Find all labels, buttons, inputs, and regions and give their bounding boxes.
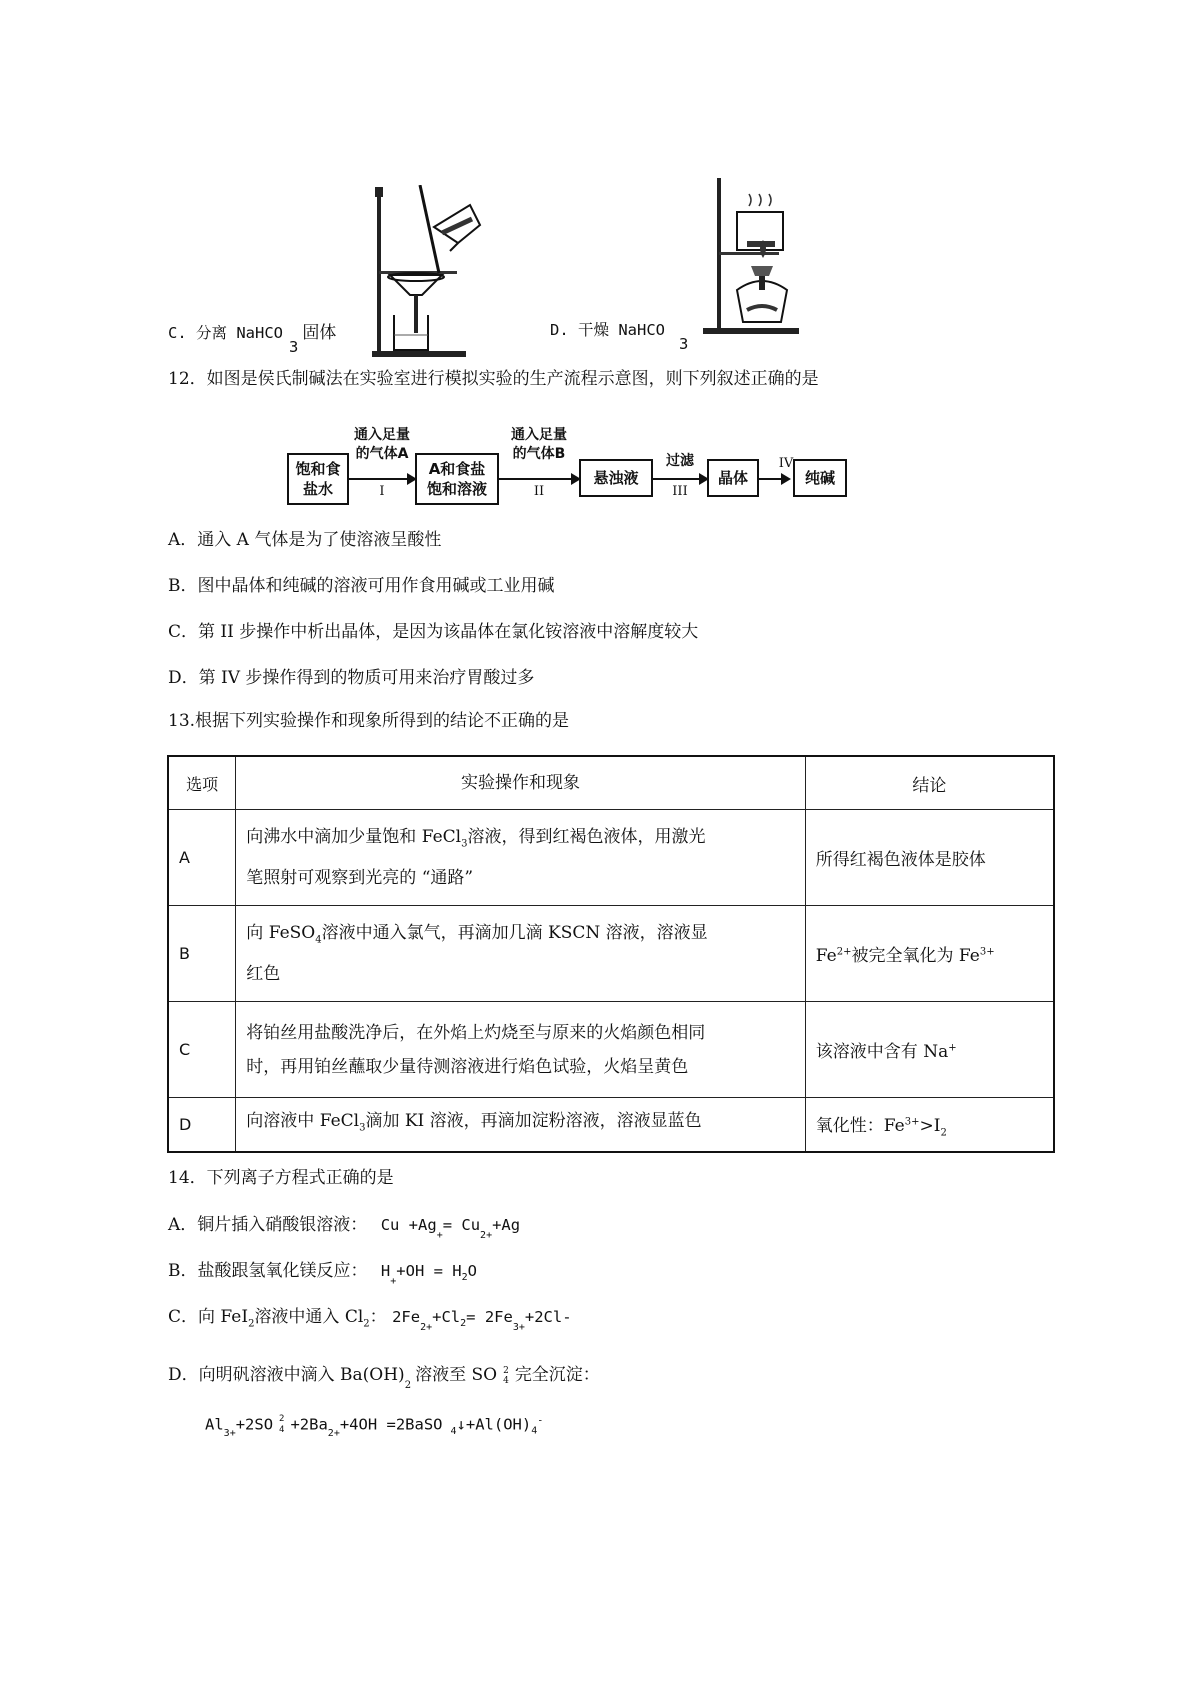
- apparatus-drying-diagram: [703, 178, 813, 338]
- row-b-c2: 被完全氧化为 Fe: [851, 946, 980, 966]
- row-d-c1: 氧化性：Fe: [815, 1115, 905, 1136]
- flow-label-3-text: 过滤: [666, 453, 694, 469]
- q14-d-lbl1: D．向明矾溶液中滴入 Ba(OH): [168, 1365, 405, 1385]
- table-row: [168, 810, 1054, 906]
- row-d-sub2: 2: [940, 1126, 947, 1138]
- flow-label-2: [499, 426, 579, 464]
- flow-arrow-4: [759, 478, 789, 480]
- q14-c-s1: 2+: [420, 1322, 433, 1333]
- row-c-sup: +: [948, 1042, 957, 1054]
- q14-d-e2: +2SO: [235, 1415, 274, 1434]
- row-a-sub: 3: [461, 838, 468, 850]
- flow-label-3: [653, 452, 707, 471]
- q14-d-e1: Al: [205, 1415, 224, 1434]
- q14-a-label: A．铜片插入硝酸银溶液：: [168, 1215, 368, 1235]
- q14-d-frac-top: 2: [503, 1365, 509, 1376]
- q14-b-s1: +: [390, 1276, 397, 1287]
- q11-option-d: [550, 318, 689, 354]
- q14-b-e3: O: [467, 1262, 477, 1280]
- q13-stem: 13.根据下列实验操作和现象所得到的结论不正确的是: [168, 711, 570, 731]
- apparatus-filtration-diagram: [372, 185, 492, 365]
- row-b-op1: 向 FeSO: [246, 922, 316, 943]
- q14-a-s2: 2+: [480, 1230, 493, 1241]
- flow-arrow-1: [349, 478, 415, 480]
- q14-d-es2: 2+: [327, 1427, 340, 1439]
- row-d-sup: 3+: [904, 1115, 920, 1127]
- flow-box-brine: 饱和食 盐水: [287, 453, 349, 505]
- flow-arrow-3: [653, 478, 707, 480]
- q14-option-a: [168, 1210, 521, 1241]
- q14-d-es3: 4: [450, 1425, 457, 1437]
- q14-c-s0: 2: [248, 1318, 255, 1330]
- q14-c-s3: 3+: [512, 1322, 525, 1333]
- row-b-c1: Fe: [815, 946, 837, 966]
- table-header-row: [168, 756, 1054, 810]
- q14-c-s00: 2: [363, 1318, 370, 1330]
- q14-a-eq: [380, 1216, 521, 1241]
- q14-d-e3: +2Ba: [290, 1415, 328, 1434]
- flow-arrow-2: [499, 478, 579, 480]
- flow-box-crystal: 晶体: [707, 459, 759, 497]
- flow-step-1: [349, 482, 415, 501]
- q11-option-c: [168, 318, 337, 357]
- flow-label-1-text: 通入足量 的气体A: [354, 427, 410, 462]
- q14-d-s0: 2: [404, 1380, 412, 1392]
- flow-label-2-text: 通入足量 的气体B: [511, 427, 567, 462]
- row-b-operation: [236, 906, 806, 1002]
- q14-option-c: [168, 1302, 572, 1333]
- header-option: 选项: [168, 756, 236, 810]
- q12-option-b: B．图中晶体和纯碱的溶液可用作食用碱或工业用碱: [168, 576, 555, 596]
- q14-d-e4: +4OH =2BaSO: [339, 1415, 443, 1434]
- row-b-sup2: 3+: [979, 946, 995, 958]
- row-b-sup1: 2+: [836, 946, 852, 958]
- q14-c-s2: 2: [460, 1318, 467, 1330]
- q14-c-eq: [392, 1308, 572, 1333]
- q11-option-c-sub: 3: [289, 338, 299, 357]
- q14-stem: 14．下列离子方程式正确的是: [168, 1168, 394, 1188]
- q14-d-arrow: ↓: [456, 1415, 466, 1434]
- q14-c-lbl3: ：: [369, 1307, 387, 1327]
- q14-b-e2: +OH = H: [396, 1262, 462, 1280]
- q14-a-s1: +: [436, 1230, 443, 1241]
- row-b-key: B: [168, 906, 236, 1002]
- flow-step-1-text: I: [379, 484, 385, 499]
- q14-b-e1: H: [380, 1262, 391, 1280]
- row-a-op1: 向沸水中滴加少量饱和 FeCl: [246, 826, 462, 847]
- row-c-op2: 时，再用铂丝蘸取少量待测溶液进行焰色试验，火焰呈黄色: [246, 1056, 689, 1077]
- q14-c-lbl1: C．向 FeI: [168, 1307, 249, 1327]
- row-d-operation: [236, 1098, 806, 1152]
- q12-stem: 12．如图是侯氏制碱法在实验室进行模拟实验的生产流程示意图，则下列叙述正确的是: [168, 369, 819, 389]
- flow-box-suspension: 悬浊液: [579, 459, 653, 497]
- flow-box-soda: 纯碱: [793, 459, 847, 497]
- q14-option-b: [168, 1256, 477, 1287]
- q14-d-lbl2: 溶液至 SO: [415, 1365, 498, 1385]
- q11-option-d-prefix: D. 干燥 NaHCO: [550, 321, 665, 339]
- table-row: [168, 1098, 1054, 1152]
- flow-step-3-text: III: [672, 484, 688, 499]
- q14-d-frac: [503, 1366, 509, 1386]
- flow-box-a-brine: A和食盐 饱和溶液: [415, 453, 499, 505]
- q11-option-c-prefix: C. 分离 NaHCO: [168, 324, 283, 342]
- q14-b-label: B．盐酸跟氢氧化镁反应：: [168, 1261, 368, 1281]
- q14-option-d-equation: [205, 1414, 543, 1437]
- q14-d-es1: 3+: [223, 1427, 236, 1439]
- q14-b-s2: 2: [461, 1272, 468, 1284]
- q14-d-ef-top: 2: [279, 1414, 285, 1424]
- row-d-c2: >I: [919, 1115, 941, 1136]
- flow-step-2-text: II: [533, 484, 545, 499]
- row-c-op1: 将铂丝用盐酸洗净后，在外焰上灼烧至与原来的火焰颜色相同: [246, 1022, 706, 1043]
- row-d-sub: 3: [359, 1121, 366, 1133]
- q14-d-lbl3: 完全沉淀：: [514, 1365, 600, 1385]
- row-c-conclusion: [805, 1002, 1054, 1098]
- q11-option-d-sub: 3: [679, 335, 689, 354]
- row-d-op2: 滴加 KI 溶液，再滴加淀粉溶液，溶液显蓝色: [365, 1110, 702, 1131]
- row-a-op2: 溶液，得到红褐色液体，用激光: [467, 826, 706, 847]
- q14-b-eq: [380, 1262, 477, 1287]
- header-operation: 实验操作和现象: [236, 756, 806, 810]
- q11-option-c-suffix: 固体: [302, 323, 337, 343]
- row-a-operation: [236, 810, 806, 906]
- table-row: [168, 1002, 1054, 1098]
- q14-c-e2: +Cl: [432, 1308, 461, 1326]
- q14-d-frac-bot: 4: [503, 1375, 509, 1386]
- row-b-op3: 红色: [246, 964, 281, 985]
- row-c-key: C: [168, 1002, 236, 1098]
- q14-d-ef: [279, 1414, 284, 1436]
- row-c-operation: [236, 1002, 806, 1098]
- q14-c-e1: 2Fe: [392, 1308, 421, 1326]
- row-d-op1: 向溶液中 FeCl: [246, 1110, 360, 1131]
- q14-c-e3: = 2Fe: [466, 1308, 513, 1326]
- q14-d-es4: 4: [531, 1425, 538, 1437]
- q14-c-lbl2: 溶液中通入 Cl: [254, 1307, 364, 1327]
- table-row: [168, 906, 1054, 1002]
- flow-step-2: [499, 482, 579, 501]
- row-c-c1: 该溶液中含有 Na: [815, 1042, 949, 1062]
- q14-option-d: [168, 1360, 600, 1392]
- row-b-sub: 4: [315, 934, 322, 946]
- row-b-op2: 溶液中通入氯气，再滴加几滴 KSCN 溶液，溶液显: [321, 922, 708, 943]
- q12-option-a: A．通入 A 气体是为了使溶液呈酸性: [168, 530, 442, 550]
- flow-label-4-text: IV: [778, 456, 794, 471]
- q14-c-e4: +2Cl-: [524, 1308, 572, 1326]
- row-b-conclusion: [805, 906, 1054, 1002]
- row-d-conclusion: [805, 1098, 1054, 1152]
- q14-a-e2: = Cu: [442, 1216, 481, 1234]
- q14-a-e1: Cu +Ag: [380, 1216, 437, 1234]
- q12-option-d: D．第 IV 步操作得到的物质可用来治疗胃酸过多: [168, 668, 535, 688]
- row-a-op3: 笔照射可观察到光亮的 “通路”: [246, 868, 474, 889]
- flow-step-3: [653, 482, 707, 501]
- q12-option-c: C．第 II 步操作中析出晶体，是因为该晶体在氯化铵溶液中溶解度较大: [168, 622, 699, 642]
- q14-d-ef-bot: 4: [279, 1425, 285, 1435]
- q13-table: [167, 755, 1055, 1153]
- q12-flow-diagram: [287, 427, 902, 506]
- q14-d-e5: +Al(OH): [465, 1415, 532, 1434]
- header-conclusion: 结论: [805, 756, 1054, 810]
- q14-d-es5: -: [537, 1415, 544, 1427]
- row-a-conclusion: 所得红褐色液体是胶体: [805, 810, 1054, 906]
- row-a-key: A: [168, 810, 236, 906]
- q14-a-e3: +Ag: [492, 1216, 521, 1234]
- flow-label-1: [349, 426, 415, 464]
- row-d-key: D: [168, 1098, 236, 1152]
